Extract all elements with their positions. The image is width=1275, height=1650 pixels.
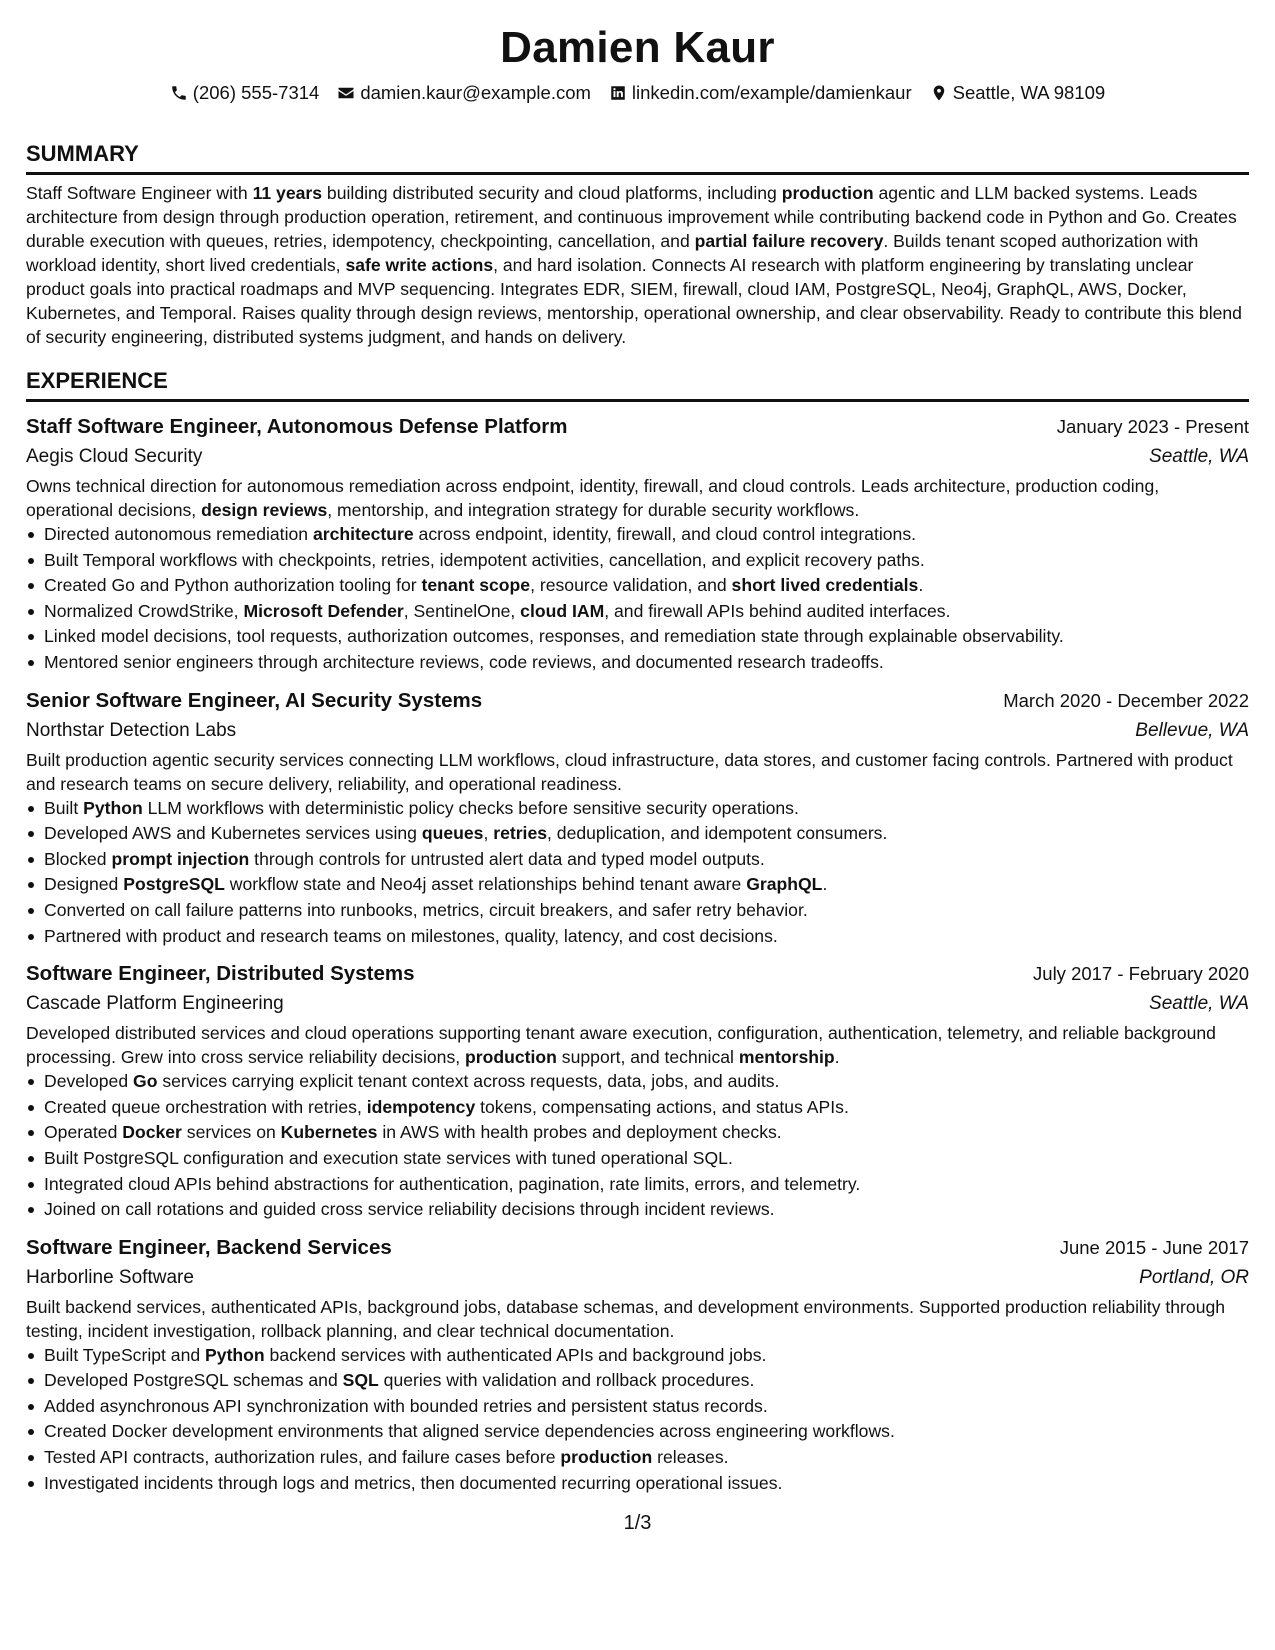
bullet-dot	[28, 1130, 34, 1136]
achievement-list	[26, 1069, 1249, 1223]
company-row	[26, 442, 1249, 472]
text-run: Built TypeScript and	[44, 1344, 206, 1365]
bold-keyword: GraphQL	[746, 874, 823, 895]
bold-keyword: Docker	[122, 1122, 182, 1143]
list-item	[26, 624, 1249, 650]
text-run: building distributed security and cloud platforms, including	[322, 183, 782, 203]
experience-section-header	[26, 367, 1249, 402]
bullet-dot	[28, 934, 34, 940]
bold-keyword: prompt injection	[111, 848, 250, 869]
company-name: Aegis Cloud Security	[26, 446, 203, 467]
achievement-list	[26, 1343, 1249, 1497]
bullet-dot	[28, 558, 34, 564]
text-run: backend services with authenticated APIs and background jobs.	[264, 1344, 767, 1365]
text-run: , mentorship, and integration strategy for durable security workflows.	[327, 500, 860, 520]
list-item	[26, 1368, 1249, 1394]
text-run: through controls for untrusted alert data and typed model outputs.	[249, 848, 765, 869]
company-name: Northstar Detection Labs	[26, 719, 237, 741]
bold-keyword: cloud IAM	[520, 600, 605, 621]
list-item	[26, 548, 1249, 574]
list-item	[26, 1069, 1249, 1095]
bold-keyword: design reviews	[201, 500, 328, 520]
job-dates: July 2017 - February 2020	[1033, 963, 1249, 985]
company-row	[26, 1263, 1249, 1293]
job-dates: January 2023 - Present	[1056, 416, 1249, 437]
bullet-dot	[28, 609, 34, 615]
text-run: .	[918, 575, 924, 596]
map-pin-icon	[930, 84, 948, 102]
text-run: Partnered with product and research teams on milestones, quality, latency, and cost decisions.	[44, 925, 778, 946]
text-run: , deduplication, and idempotent consumers.	[547, 823, 888, 844]
text-run: agentic and LLM backed systems. Leads architecture from design through production operation, retirement, and continuous improvement while contributing backend code in Python and Go. Creates durable execution with queues, retries, idempotency, checkpointing, cancellation, and	[26, 183, 1237, 251]
list-item	[26, 898, 1249, 924]
text-run: in AWS with health probes and deployment checks.	[377, 1122, 782, 1143]
text-run: Created queue orchestration with retries,	[44, 1096, 367, 1117]
bullet-dot	[28, 634, 34, 640]
phone-number: (206) 555-7314	[192, 82, 320, 103]
text-run: , resource validation, and	[530, 575, 732, 596]
phone-icon	[170, 84, 188, 102]
bold-keyword: PostgreSQL	[123, 874, 225, 895]
contact-location	[930, 82, 1106, 104]
list-item	[26, 1343, 1249, 1369]
text-run: Built Temporal workflows with checkpoints, retries, idempotent activities, cancellation, and explicit recovery paths.	[44, 549, 925, 570]
text-run: Converted on call failure patterns into runbooks, metrics, circuit breakers, and safer retry behavior.	[44, 899, 808, 920]
bullet-dot	[28, 806, 34, 812]
list-item	[26, 924, 1249, 950]
job-title: Staff Software Engineer, Autonomous Defense Platform	[26, 415, 568, 438]
job-entry	[26, 1233, 1249, 1497]
job-summary	[26, 1295, 1249, 1343]
bullet-dot	[28, 882, 34, 888]
bullet-dot	[28, 857, 34, 863]
text-run: Tested API contracts, authorization rules, and failure cases before	[44, 1447, 561, 1468]
bold-keyword: production	[560, 1447, 653, 1468]
bullet-dot	[28, 908, 34, 914]
job-entry	[26, 686, 1249, 950]
achievement-list	[26, 796, 1249, 950]
section-divider	[26, 399, 1249, 402]
list-item	[26, 650, 1249, 676]
bold-keyword: production	[465, 1047, 557, 1068]
contact-bar	[26, 80, 1249, 106]
text-run: ,	[483, 823, 494, 844]
text-run: Created Docker development environments that aligned service dependencies across engineering workflows.	[44, 1421, 895, 1442]
text-run: Blocked	[44, 848, 112, 869]
company-name: Cascade Platform Engineering	[26, 993, 284, 1015]
text-run: services carrying explicit tenant context across requests, data, jobs, and audits.	[157, 1071, 780, 1092]
linkedin-link[interactable]: linkedin.com/example/damienkaur	[631, 82, 912, 103]
bullet-dot	[28, 831, 34, 837]
text-run: Developed	[44, 1071, 134, 1092]
text-run: Investigated incidents through logs and metrics, then documented recurring operational issues.	[44, 1472, 783, 1493]
job-entry	[26, 412, 1249, 676]
text-run: Developed distributed services and cloud operations supporting tenant aware execution, configuration, authentication, telemetry, and reliable background processing. Grew into cross service reliability decisions,	[26, 1023, 1216, 1068]
text-run: Linked model decisions, tool requests, authorization outcomes, responses, and remediation state through explainable observability.	[44, 626, 1064, 647]
text-run: Mentored senior engineers through architecture reviews, code reviews, and documented research tradeoffs.	[44, 651, 884, 672]
bullet-dot	[28, 1182, 34, 1188]
list-item	[26, 1146, 1249, 1172]
bold-keyword: Kubernetes	[280, 1122, 378, 1143]
bold-keyword: Python	[205, 1344, 265, 1365]
bold-keyword: idempotency	[366, 1096, 476, 1117]
bullet-dot	[28, 1207, 34, 1213]
bold-keyword: tenant scope	[421, 575, 531, 596]
list-item	[26, 1197, 1249, 1223]
linkedin-icon	[609, 84, 627, 102]
bold-keyword: Go	[133, 1071, 158, 1092]
bullet-dot	[28, 1455, 34, 1461]
list-item	[26, 1419, 1249, 1445]
company-row	[26, 989, 1249, 1019]
text-run: Operated	[44, 1122, 123, 1143]
job-dates: March 2020 - December 2022	[1003, 689, 1249, 711]
job-title-row	[26, 686, 1249, 716]
text-run: Owns technical direction for autonomous remediation across endpoint, identity, firewall, and cloud controls. Leads architecture, production coding, operational decisions,	[26, 476, 1160, 520]
list-item	[26, 872, 1249, 898]
bullet-dot	[28, 1481, 34, 1487]
list-item	[26, 1095, 1249, 1121]
bullet-dot	[28, 583, 34, 589]
text-run: Staff Software Engineer with	[26, 183, 253, 203]
contact-linkedin[interactable]	[609, 82, 912, 104]
list-item	[26, 1394, 1249, 1420]
contact-phone	[170, 82, 320, 104]
job-title-row	[26, 1233, 1249, 1263]
job-location: Seattle, WA	[1149, 446, 1249, 467]
bullet-dot	[28, 1404, 34, 1410]
bullet-dot	[28, 1429, 34, 1435]
text-run: support, and technical	[556, 1047, 739, 1068]
page-indicator: 1/3	[623, 1512, 652, 1534]
location-text: Seattle, WA 98109	[952, 82, 1106, 103]
bold-keyword: safe write actions	[345, 255, 494, 275]
achievement-list	[26, 522, 1249, 676]
job-title: Software Engineer, Backend Services	[26, 1235, 392, 1259]
text-run: Designed	[44, 874, 124, 895]
text-run: Joined on call rotations and guided cross service reliability decisions through incident reviews.	[44, 1199, 775, 1220]
bullet-dot	[28, 1378, 34, 1384]
email-link[interactable]: damien.kaur@example.com	[360, 82, 591, 103]
bold-keyword: 11 years	[252, 183, 323, 203]
list-item	[26, 1471, 1249, 1497]
bullet-dot	[28, 660, 34, 666]
summary-text	[26, 181, 1249, 349]
text-run: Built production agentic security services connecting LLM workflows, cloud infrastructure, data stores, and customer facing controls. Partnered with product and research teams on secure delivery, reliability, and operational readiness.	[26, 749, 1233, 794]
bold-keyword: short lived credentials	[731, 575, 919, 596]
text-run: , and firewall APIs behind audited interfaces.	[604, 600, 951, 621]
job-entry	[26, 959, 1249, 1223]
company-row	[26, 716, 1249, 746]
envelope-icon	[337, 84, 355, 102]
bullet-dot	[28, 1079, 34, 1085]
experience-heading: EXPERIENCE	[26, 368, 168, 393]
text-run: Added asynchronous API synchronization with bounded retries and persistent status records.	[44, 1395, 768, 1416]
text-run: , SentinelOne,	[403, 600, 521, 621]
bullet-dot	[28, 532, 34, 538]
job-title-row	[26, 959, 1249, 989]
text-run: Built PostgreSQL configuration and execution state services with tuned operational SQL.	[44, 1147, 733, 1168]
job-title: Software Engineer, Distributed Systems	[26, 962, 415, 986]
bullet-dot	[28, 1156, 34, 1162]
bold-keyword: Microsoft Defender	[243, 600, 404, 621]
job-location: Bellevue, WA	[1135, 719, 1249, 741]
bold-keyword: mentorship	[738, 1047, 835, 1068]
company-name: Harborline Software	[26, 1266, 194, 1288]
job-summary	[26, 748, 1249, 796]
job-location: Seattle, WA	[1149, 993, 1249, 1015]
text-run: Built backend services, authenticated APIs, background jobs, database schemas, and development environments. Supported production reliability through testing, incident investigation, rollback planning, and clear technical documentation.	[26, 1296, 1226, 1341]
text-run: Integrated cloud APIs behind abstractions for authentication, pagination, rate limits, errors, and telemetry.	[44, 1173, 861, 1194]
bold-keyword: production	[781, 183, 874, 203]
experience-list	[26, 412, 1249, 1496]
text-run: Normalized CrowdStrike,	[44, 600, 244, 621]
section-divider	[26, 172, 1249, 175]
list-item	[26, 1172, 1249, 1198]
text-run: releases.	[652, 1447, 729, 1468]
text-run: workflow state and Neo4j asset relationships behind tenant aware	[224, 874, 747, 895]
text-run: , and hard isolation. Connects AI research with platform engineering by translating unclear product goals into practical roadmaps and MVP sequencing. Integrates EDR, SIEM, firewall, cloud IAM, PostgreSQL, Neo4j, GraphQL, AWS, Docker, Kubernetes, and Temporal. Raises quality through design reviews, mentorship, operational ownership, and clear observability. Ready to contribute this blend of security engineering, distributed systems judgment, and hands on delivery.	[26, 255, 1242, 347]
bold-keyword: queues	[421, 823, 484, 844]
text-run: Developed PostgreSQL schemas and	[44, 1370, 343, 1391]
bold-keyword: Python	[83, 797, 143, 818]
list-item	[26, 1120, 1249, 1146]
job-title-row	[26, 412, 1249, 442]
contact-email[interactable]	[337, 82, 591, 104]
text-run: queries with validation and rollback procedures.	[378, 1370, 755, 1391]
text-run: .	[822, 874, 828, 895]
summary-section-header	[26, 140, 1249, 175]
bold-keyword: SQL	[342, 1370, 379, 1391]
text-run: .	[834, 1047, 840, 1068]
job-dates: June 2015 - June 2017	[1059, 1236, 1249, 1258]
list-item	[26, 522, 1249, 548]
text-run: services on	[181, 1122, 281, 1143]
job-summary	[26, 474, 1249, 522]
text-run: Built	[44, 797, 84, 818]
bold-keyword: partial failure recovery	[694, 231, 884, 251]
bullet-dot	[28, 1105, 34, 1111]
list-item	[26, 796, 1249, 822]
list-item	[26, 821, 1249, 847]
bold-keyword: retries	[493, 823, 548, 844]
list-item	[26, 847, 1249, 873]
candidate-name: Damien Kaur	[500, 23, 775, 72]
list-item	[26, 1445, 1249, 1471]
text-run: LLM workflows with deterministic policy checks before sensitive security operations.	[142, 797, 799, 818]
text-run: Directed autonomous remediation	[44, 524, 313, 544]
list-item	[26, 599, 1249, 625]
list-item	[26, 573, 1249, 599]
text-run: Created Go and Python authorization tooling for	[44, 575, 422, 596]
resume-page	[26, 0, 1249, 1650]
text-run: tokens, compensating actions, and status APIs.	[475, 1096, 849, 1117]
text-run: across endpoint, identity, firewall, and cloud control integrations.	[413, 524, 917, 544]
text-run: Developed AWS and Kubernetes services using	[44, 823, 422, 844]
job-location: Portland, OR	[1139, 1266, 1249, 1288]
summary-heading: SUMMARY	[26, 141, 139, 166]
job-title: Senior Software Engineer, AI Security Systems	[26, 688, 483, 712]
job-summary	[26, 1021, 1249, 1069]
text-run: . Builds tenant scoped authorization with workload identity, short lived credentials,	[26, 231, 1199, 275]
bold-keyword: architecture	[312, 524, 414, 544]
bullet-dot	[28, 1353, 34, 1359]
